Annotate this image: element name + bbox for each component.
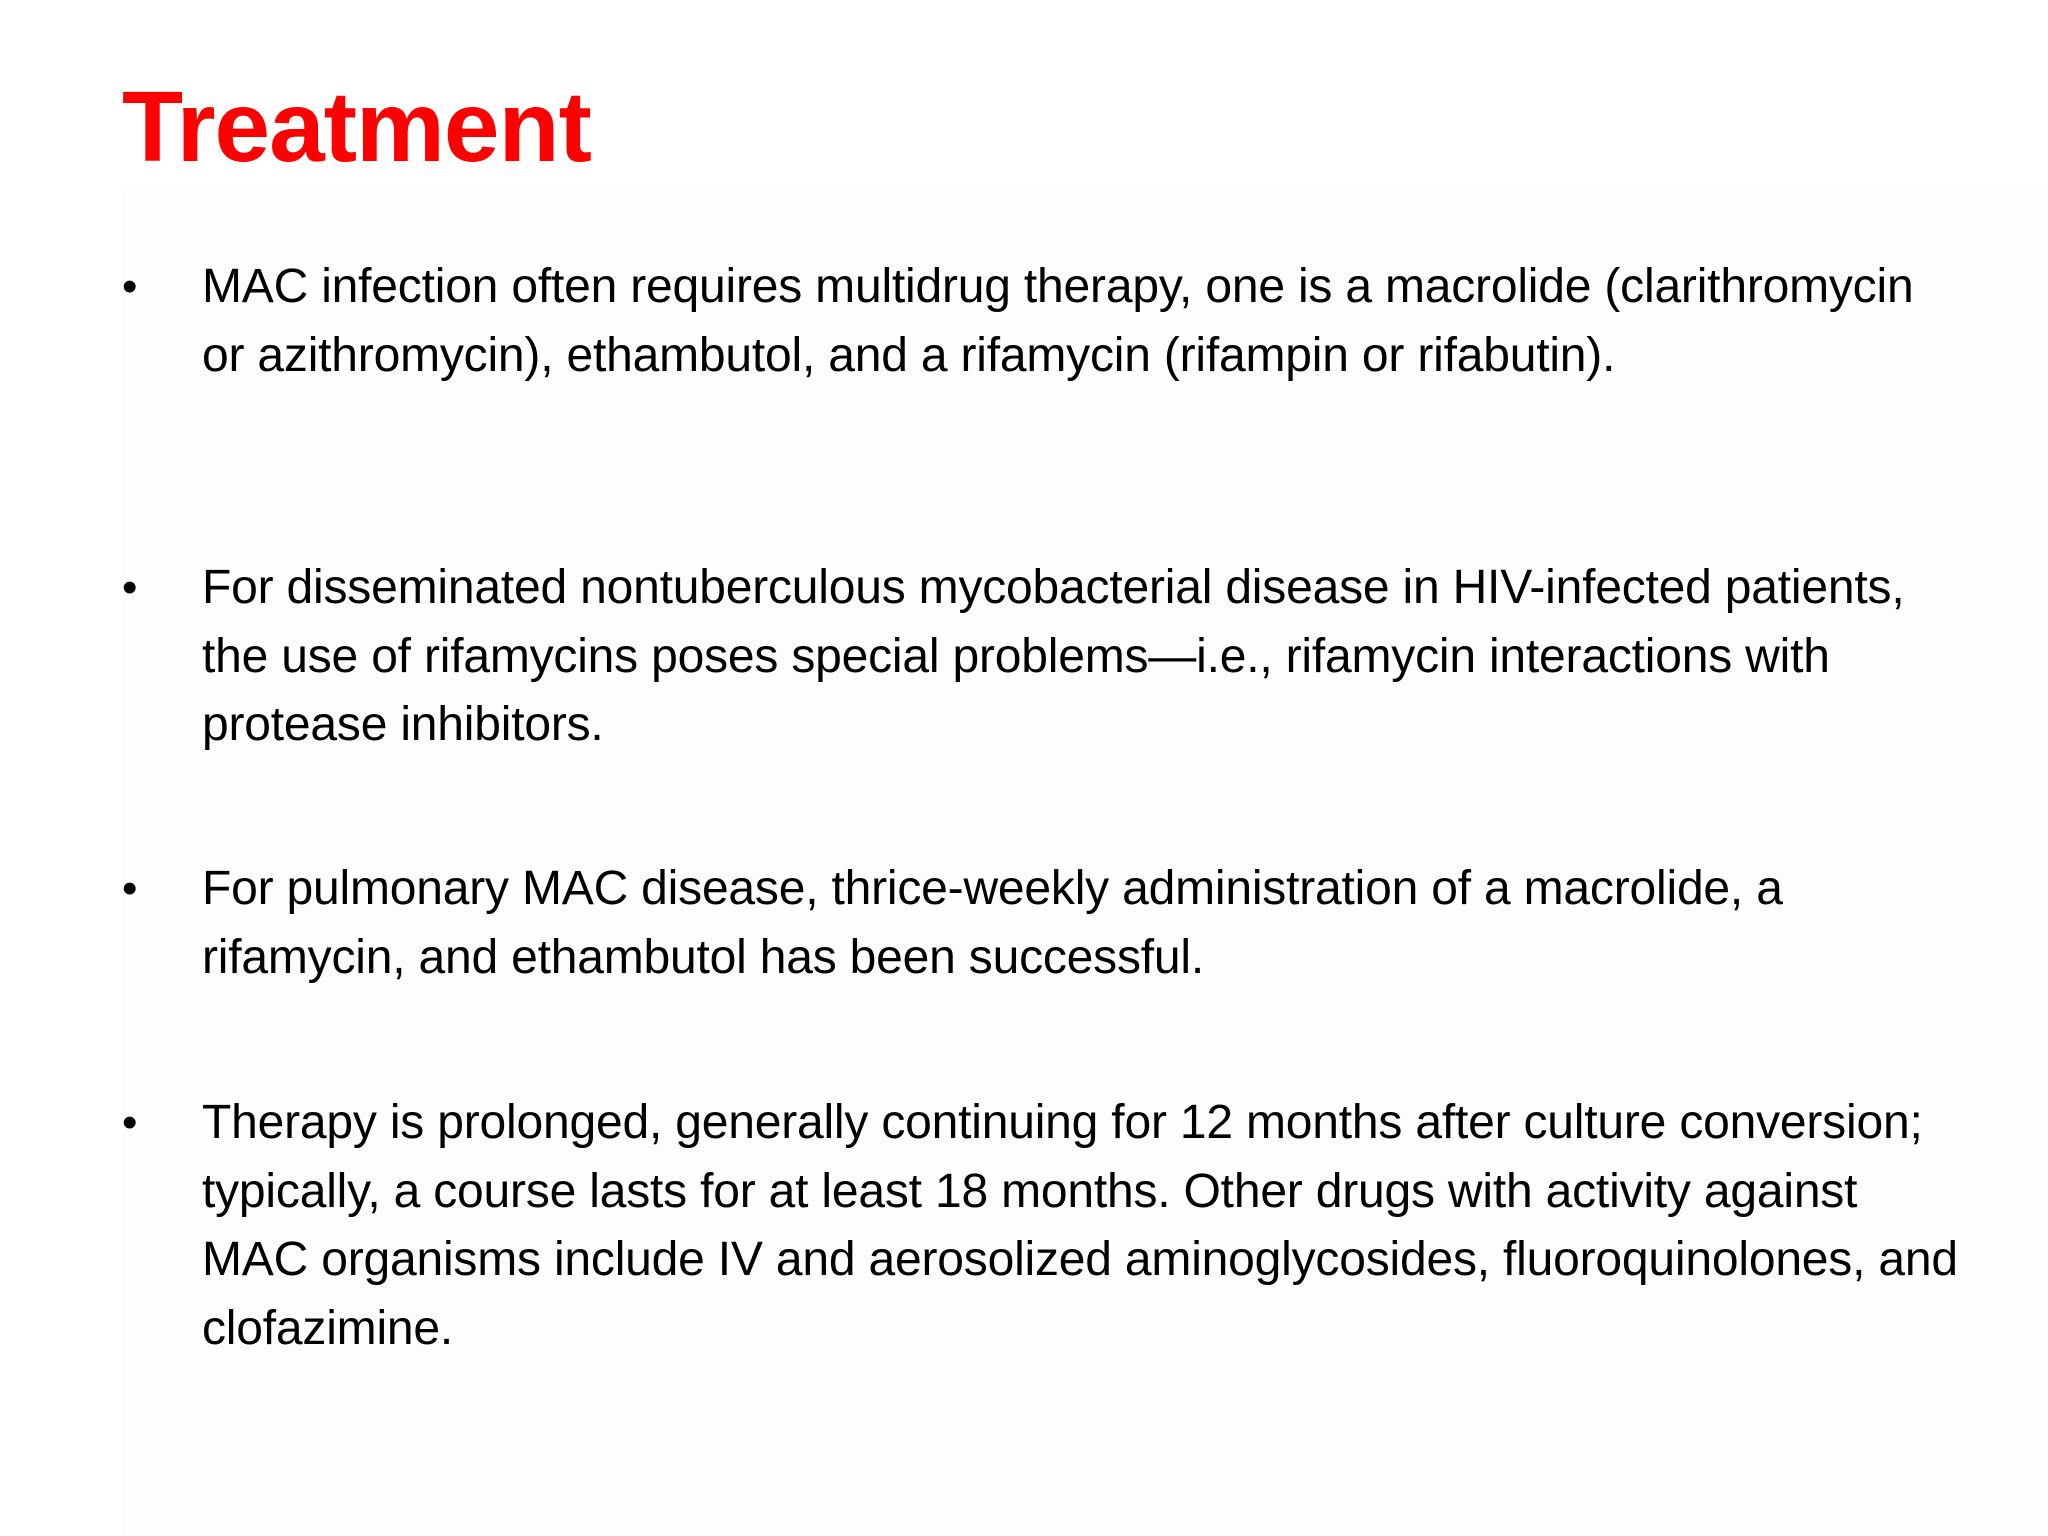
bullet-text: MAC infection often requires multidrug therapy, one is a macrolide (clarithromycin or azithromycin), ethambutol, and a rifamycin (rifampin or rifabutin). — [202, 260, 1914, 382]
bullet-marker: • — [122, 864, 138, 913]
bullet-marker: • — [122, 1098, 138, 1147]
bullet-marker: • — [122, 563, 138, 612]
bullet-text: Therapy is prolonged, generally continuing for 12 months after culture conversion; typically, a course lasts for at least 18 months. Other drugs with activity against MAC organisms include IV and aerosolized aminoglycosides, fluoroquinolones, and clofazimine. — [202, 1096, 1958, 1355]
bullet-text: For disseminated nontuberculous mycobacterial disease in HIV-infected patients, the use of rifamycins poses special problems—i.e., rifamycin interactions with protease inhibitors. — [202, 561, 1905, 751]
slide-title: Treatment — [122, 71, 591, 183]
bullet-marker: • — [122, 262, 138, 311]
bullet-text: For pulmonary MAC disease, thrice-weekly administration of a macrolide, a rifamycin, and ethambutol has been successful. — [202, 862, 1783, 984]
